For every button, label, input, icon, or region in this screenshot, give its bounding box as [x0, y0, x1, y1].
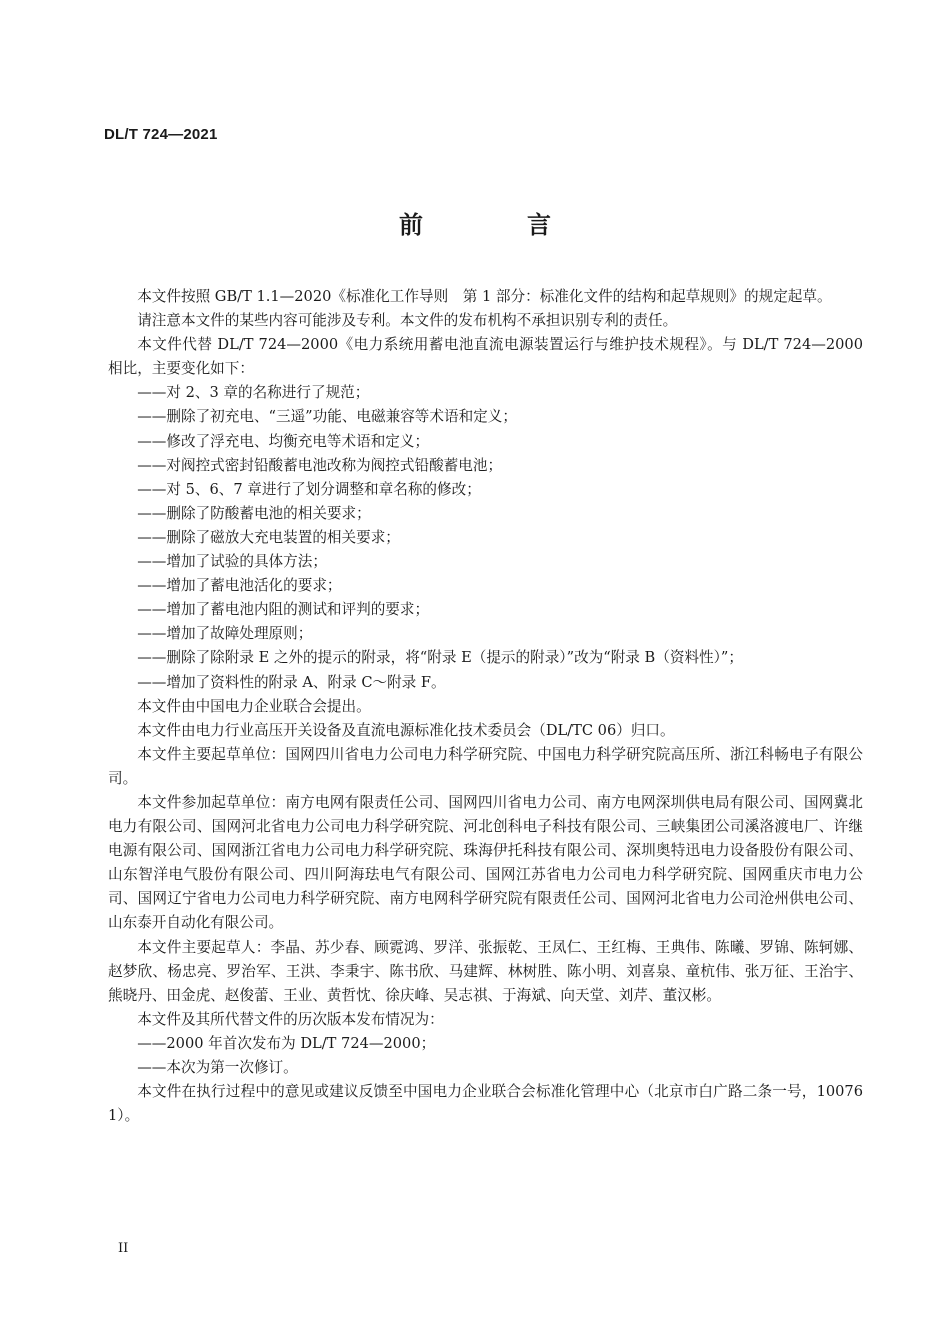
list-item: ——删除了除附录 E 之外的提示的附录，将“附录 E（提示的附录）”改为“附录 B（资料性）”；: [137, 649, 743, 667]
list-item: ——本次为第一次修订。: [137, 1059, 298, 1076]
list-item: ——删除了磁放大充电装置的相关要求；: [137, 528, 400, 546]
list-item: ——删除了防酸蓄电池的相关要求；: [137, 504, 371, 522]
list-item: ——对 2、3 章的名称进行了规范；: [137, 384, 370, 402]
list-item: ——增加了蓄电池活化的要求；: [137, 577, 342, 595]
list-item: ——增加了试验的具体方法；: [137, 553, 327, 571]
paragraph-version-history: 本文件及其所代替文件的历次版本发布情况为：: [137, 1010, 444, 1028]
list-item: ——修改了浮充电、均衡充电等术语和定义；: [137, 432, 430, 450]
paragraph-main-drafters: 本文件主要起草人：李晶、苏少春、顾霓鸿、罗洋、张振乾、王凤仁、王红梅、王典伟、陈曦、罗锦、陈轲娜、赵梦欣、杨忠亮、罗治军、王洪、李秉宇、陈书欣、马建辉、林树胜、陈小明、刘喜泉、童杭伟、张万征、王治宇、熊晓丹、田金虎、赵俊蕾、王业、黄哲忱、徐庆峰、吴志祺、于海斌、向天堂、刘芹、董汉彬。: [108, 938, 863, 1004]
document-code: DL/T 724—2021: [104, 126, 218, 143]
page-number: II: [118, 1241, 129, 1256]
paragraph-main-drafting-units: 本文件主要起草单位：国网四川省电力公司电力科学研究院、中国电力科学研究院高压所、浙江科畅电子有限公司。: [108, 745, 863, 787]
list-item: ——增加了资料性的附录 A、附录 C～附录 F。: [137, 673, 446, 691]
list-item: ——对阀控式密封铅酸蓄电池改称为阀控式铅酸蓄电池；: [137, 456, 503, 474]
document-body: [108, 285, 863, 1128]
paragraph-feedback: 本文件在执行过程中的意见或建议反馈至中国电力企业联合会标准化管理中心（北京市白广路二条一号，100761）。: [108, 1083, 863, 1125]
paragraph-proposed-by: 本文件由中国电力企业联合会提出。: [137, 697, 371, 715]
paragraph-participating-units: 本文件参加起草单位：南方电网有限责任公司、国网四川省电力公司、南方电网深圳供电局有限公司、国网冀北电力有限公司、国网河北省电力公司电力科学研究院、河北创科电子科技有限公司、三峡集团公司溪洛渡电厂、许继电源有限公司、国网浙江省电力公司电力科学研究院、珠海伊托科技有限公司、深圳奥特迅电力设备股份有限公司、山东智洋电气股份有限公司、四川阿海珐电气有限公司、国网江苏省电力公司电力科学研究院、国网重庆市电力公司、国网辽宁省电力公司电力科学研究院、南方电网科学研究院有限责任公司、国网河北省电力公司沧州供电公司、山东泰开自动化有限公司。: [108, 793, 863, 932]
page-title: 前 言: [399, 211, 591, 239]
paragraph-drafting-rules: 本文件按照 GB/T 1.1—2020《标准化工作导则 第 1 部分：标准化文件的结构和起草规则》的规定起草。: [137, 288, 832, 305]
paragraph-under-jurisdiction: 本文件由电力行业高压开关设备及直流电源标准化技术委员会（DL/TC 06）归口。: [137, 721, 675, 739]
paragraph-replaces: 本文件代替 DL/T 724—2000《电力系统用蓄电池直流电源装置运行与维护技术规程》。与 DL/T 724—2000 相比，主要变化如下：: [108, 336, 863, 378]
list-item: ——增加了故障处理原则；: [137, 625, 313, 643]
list-item: ——2000 年首次发布为 DL/T 724—2000；: [137, 1034, 436, 1052]
paragraph-patent-notice: 请注意本文件的某些内容可能涉及专利。本文件的发布机构不承担识别专利的责任。: [137, 312, 678, 330]
list-item: ——删除了初充电、“三遥”功能、电磁兼容等术语和定义；: [137, 408, 517, 426]
list-item: ——对 5、6、7 章进行了划分调整和章名称的修改；: [137, 480, 481, 498]
list-item: ——增加了蓄电池内阻的测试和评判的要求；: [137, 601, 430, 619]
